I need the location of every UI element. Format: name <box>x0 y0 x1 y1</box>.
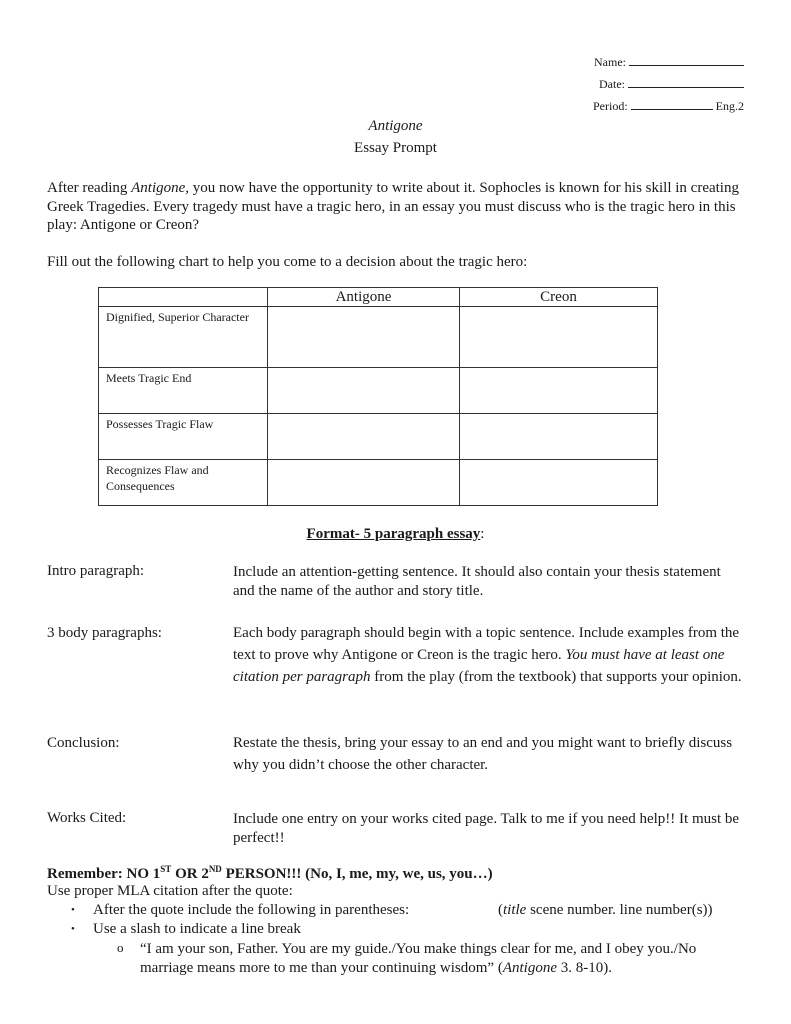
work-title: Antigone <box>368 118 423 134</box>
name-blank[interactable] <box>629 54 744 66</box>
period-suffix: Eng.2 <box>715 99 744 113</box>
section-text-works-cited: Include one entry on your works cited page. Talk to me if you need help!! It must be perfect!! <box>233 811 740 846</box>
remember-mid: OR 2 <box>171 866 209 882</box>
row-label-tragic-end: Meets Tragic End <box>99 368 268 414</box>
chart-header-row <box>99 288 658 307</box>
section-label-works-cited: Works Cited: <box>47 810 127 826</box>
citation-format <box>498 902 713 919</box>
remember-prefix: Remember: NO 1 <box>47 866 161 882</box>
format-heading <box>0 526 791 543</box>
cell-antigone-dignified[interactable] <box>268 307 460 368</box>
row-label-recognizes-flaw: Recognizes Flaw and Consequences <box>99 460 268 506</box>
section-label-body: 3 body paragraphs: <box>47 625 162 641</box>
bullet-icon: • <box>71 904 75 916</box>
example-quote-text: “I am your son, Father. You are my guide./You make things clear for me, and I obey you./No marriage means more to me than your continuing wisdom” ( <box>140 941 697 976</box>
name-field <box>594 54 744 69</box>
cell-creon-tragic-flaw[interactable] <box>460 414 658 460</box>
format-heading-colon: : <box>480 526 485 542</box>
column-header-creon: Creon <box>460 288 658 307</box>
mla-instruction: Use proper MLA citation after the quote: <box>47 883 293 899</box>
period-blank[interactable] <box>631 98 713 110</box>
column-header-antigone: Antigone <box>268 288 460 307</box>
section-text-conclusion: Restate the thesis, bring your essay to an end and you might want to briefly discuss why you didn’t choose the other character. <box>233 735 733 773</box>
row-label-tragic-flaw: Possesses Tragic Flaw <box>99 414 268 460</box>
period-label: Period: <box>592 99 628 113</box>
chart-corner-cell <box>99 288 268 307</box>
section-label-intro: Intro paragraph: <box>47 563 145 579</box>
cell-antigone-tragic-flaw[interactable] <box>268 414 460 460</box>
citation-open: ( <box>498 902 503 918</box>
example-quote-end: 3. 8-10). <box>556 960 612 976</box>
chart-instruction: Fill out the following chart to help you come to a decision about the tragic hero: <box>47 254 528 270</box>
body-text-after: from the play (from the textbook) that supports your opinion. <box>370 669 742 685</box>
bullet-icon: • <box>71 923 75 935</box>
tragic-hero-chart <box>98 287 658 506</box>
bullet-after-quote: After the quote include the following in parentheses: <box>93 902 410 918</box>
citation-rest: scene number. line number(s)) <box>526 902 713 918</box>
section-text-body <box>233 622 743 688</box>
cell-creon-tragic-end[interactable] <box>460 368 658 414</box>
section-label-conclusion: Conclusion: <box>47 735 120 751</box>
body-text-before: Each body paragraph should begin with a topic sentence. Include examples from the text to prove why Antigone or Creon is the tragic hero. <box>233 625 740 663</box>
example-work-italic: Antigone <box>502 960 557 976</box>
bullet-slash: Use a slash to indicate a line break <box>93 921 301 937</box>
date-field <box>599 76 744 91</box>
chart-row <box>99 414 658 460</box>
remember-sup-nd: ND <box>208 864 222 874</box>
example-quote <box>140 940 752 978</box>
section-text-intro: Include an attention-getting sentence. It should also contain your thesis statement and the name of the author and story title. <box>233 564 721 599</box>
remember-sup-st: ST <box>160 864 172 874</box>
intro-text-before: After reading <box>47 180 132 196</box>
remember-line <box>47 864 493 883</box>
body-text-italic: You must have at least one citation per paragraph <box>233 647 725 685</box>
period-field <box>593 98 744 113</box>
chart-row <box>99 460 658 506</box>
cell-creon-recognizes-flaw[interactable] <box>460 460 658 506</box>
sub-bullet-icon: o <box>117 940 124 955</box>
name-label: Name: <box>594 55 626 69</box>
intro-paragraph <box>47 179 747 235</box>
date-label: Date: <box>599 77 625 91</box>
row-label-dignified: Dignified, Superior Character <box>99 307 268 368</box>
intro-italic-title: Antigone, <box>131 180 190 196</box>
chart-row <box>99 307 658 368</box>
cell-antigone-tragic-end[interactable] <box>268 368 460 414</box>
citation-title-italic: title <box>503 902 527 918</box>
cell-creon-dignified[interactable] <box>460 307 658 368</box>
date-blank[interactable] <box>628 76 744 88</box>
remember-suffix: PERSON!!! (No, I, me, my, we, us, you…) <box>221 866 493 882</box>
format-heading-text: Format- 5 paragraph essay <box>306 526 481 542</box>
cell-antigone-recognizes-flaw[interactable] <box>268 460 460 506</box>
intro-text-after: you now have the opportunity to write about it. Sophocles is known for his skill in creating Greek Tragedies. Every tragedy must have a tragic hero, in an essay you must discuss who is the tragic hero in this play: Antigone or Creon? <box>47 180 739 233</box>
chart-row <box>99 368 658 414</box>
page-subtitle: Essay Prompt <box>354 140 437 156</box>
